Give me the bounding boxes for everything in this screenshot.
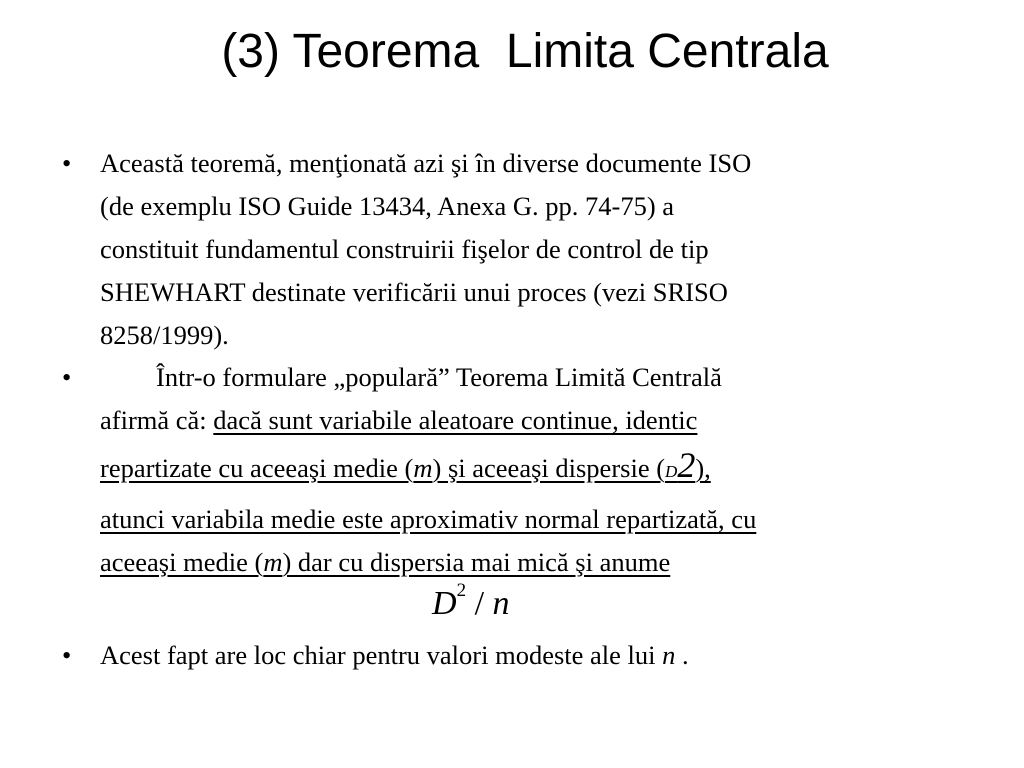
bullet-1-marker: • [62,148,72,178]
sample-size-n: n [662,640,676,670]
bullet-1-line-2: (de exemplu ISO Guide 13434, Anexa G. pp. 74-75) a [100,191,675,221]
bullet-2-line-5 [100,541,980,584]
bullet-3-marker: • [62,640,72,670]
formula-n: n [492,585,510,622]
bullet-1-text [100,142,980,357]
formula-exponent: 2 [456,579,467,601]
formula-D: D [432,585,457,622]
bullet-2-line-5-b: ) dar cu dispersia mai mică şi anume [282,547,671,577]
bullet-2-line-3-c: ), [695,453,711,483]
formula-slash: / [466,585,493,622]
bullet-3-line-1 [100,634,980,677]
bullet-2-line-2-prefix: afirmă că: [100,405,214,435]
bullet-2-line-2 [100,399,980,442]
bullet-2-text [100,356,980,584]
bullet-2-line-1-text: Într-o formulare „populară” Teorema Limită Centrală [156,362,722,392]
bullet-3-text [100,634,980,677]
mean-symbol-m-2: m [263,547,283,577]
bullet-2-line-3 [100,442,980,498]
bullet-1-line-5: 8258/1999). [100,320,229,350]
bullet-2-line-5-a: aceeaşi medie ( [100,547,264,577]
bullet-2-line-4: atunci variabila medie este aproximativ normal repartizată, cu [100,504,757,534]
bullet-1-line-3: constituit fundamentul construirii fişelor de control de tip [100,234,709,264]
formula-D2-over-n [432,579,510,626]
slide-title: (3) Teorema Limita Centrala [221,25,829,78]
bullet-2-line-2-underlined: dacă sunt variabile aleatoare continue, identic [213,405,698,435]
bullet-2-marker: • [62,362,72,392]
bullet-2-line-3-a: repartizate cu aceeaşi medie ( [100,453,414,483]
bullet-1-line-1: Această teoremă, menţionată azi şi în diverse documente ISO [100,148,752,178]
bullet-1-line-4: SHEWHART destinate verificării unui proces (vezi SRISO [100,277,728,307]
dispersion-symbol-D: D [665,462,678,481]
bullet-3-line-1-end: . [675,640,689,670]
dispersion-exponent-2: 2 [677,445,696,485]
bullet-2-line-1 [100,356,980,399]
mean-symbol-m: m [413,453,433,483]
bullet-2-line-3-b: ) şi aceeaşi dispersie ( [432,453,666,483]
bullet-3-line-1-text: Acest fapt are loc chiar pentru valori modeste ale lui [100,640,663,670]
